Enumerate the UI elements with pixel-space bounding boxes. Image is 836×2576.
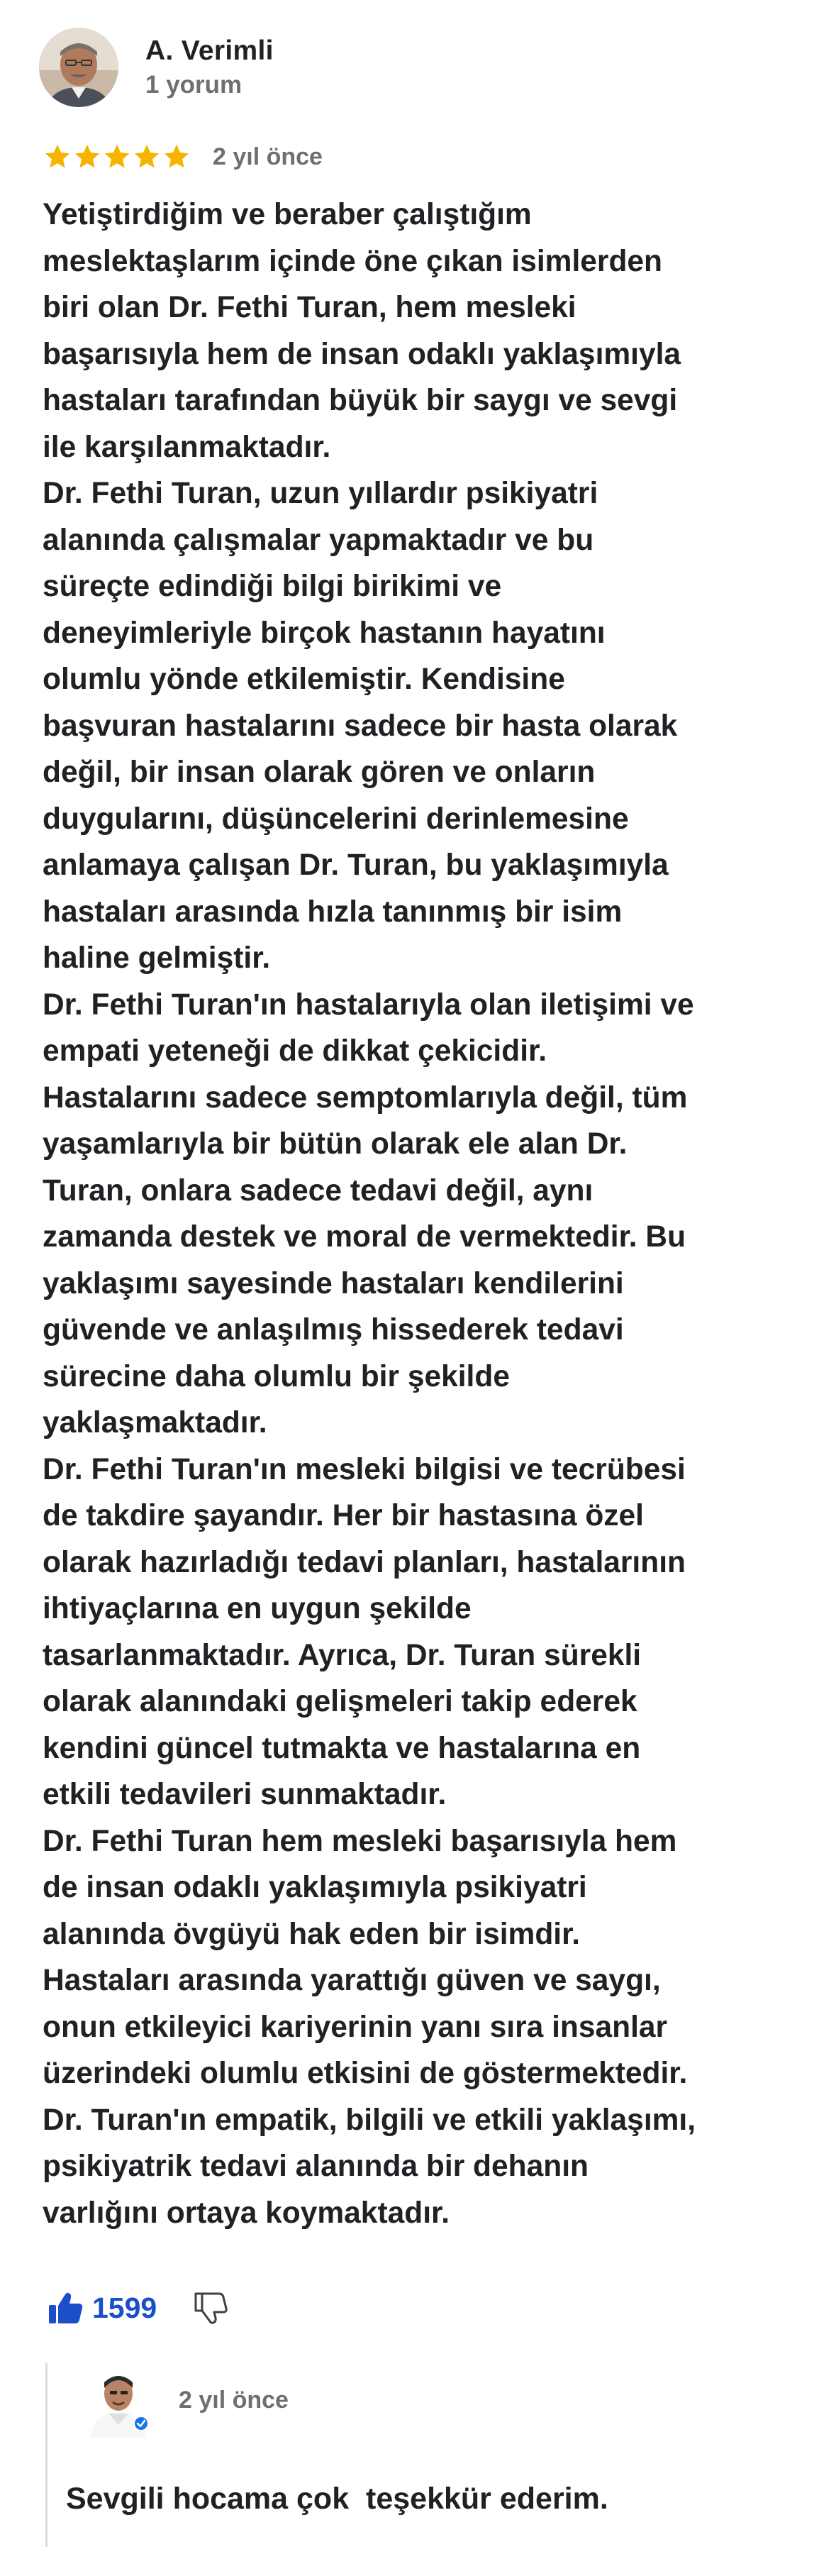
review-text-line: zamanda destek ve moral de vermektedir. Bu xyxy=(43,1220,686,1254)
author-review-count: 1 yorum xyxy=(145,71,243,99)
review-text-line: yaşamlarıyla bir bütün olarak ele alan Dr. xyxy=(43,1127,628,1161)
review-text-line: varlığını ortaya koymaktadır. xyxy=(43,2196,450,2230)
review-text-line: Dr. Fethi Turan'ın mesleki bilgisi ve tecrübesi xyxy=(43,1452,686,1486)
review-text-line: süreçte edindiği bilgi birikimi ve xyxy=(43,570,502,603)
reply-date: 2 yıl önce xyxy=(179,2387,289,2414)
dislike-button[interactable] xyxy=(194,2292,229,2324)
thumbs-up-icon xyxy=(48,2292,84,2324)
review-text-line: sürecine daha olumlu bir şekilde xyxy=(43,1359,510,1393)
review-text-line: Yetiştirdiğim ve beraber çalıştığım xyxy=(43,198,532,231)
review-text-line: ihtiyaçlarına en uygun şekilde xyxy=(43,1592,472,1625)
review-text-line: başarısıyla hem de insan odaklı yaklaşımıyla xyxy=(43,337,681,371)
review-text-line: de insan odaklı yaklaşımıyla psikiyatri xyxy=(43,1871,587,1904)
review-text-line: de takdire şayandır. Her bir hastasına özel xyxy=(43,1499,644,1532)
rating-row xyxy=(43,139,323,175)
review-text-line: Dr. Fethi Turan hem mesleki başarısıyla hem xyxy=(43,1824,677,1858)
review-text-line: ile karşılanmaktadır. xyxy=(43,430,331,464)
author-avatar[interactable] xyxy=(39,28,118,107)
review-text-line: Hastaları arasında yarattığı güven ve saygı, xyxy=(43,1964,661,1997)
review-text-line: Dr. Fethi Turan, uzun yıllardır psikiyatri xyxy=(43,477,598,510)
review-text-line: Hastalarını sadece semptomlarıyla değil, tüm xyxy=(43,1080,688,1115)
star-icon xyxy=(43,142,72,172)
review-text-line: anlamaya çalışan Dr. Turan, bu yaklaşımıyla xyxy=(43,848,669,882)
thumbs-down-icon xyxy=(194,2292,229,2324)
like-button[interactable] xyxy=(48,2292,157,2325)
review-text-line: hastaları tarafından büyük bir saygı ve sevgi xyxy=(43,384,678,417)
review-date: 2 yıl önce xyxy=(213,143,323,170)
review-text-line: biri olan Dr. Fethi Turan, hem mesleki xyxy=(43,291,576,324)
verified-badge-icon xyxy=(135,2417,147,2430)
review-text-line: güvende ve anlaşılmış hissederek tedavi xyxy=(43,1313,624,1347)
review-text-line: meslektaşlarım içinde öne çıkan isimlerden xyxy=(43,244,663,278)
owner-reply xyxy=(45,2362,813,2547)
review-text-line: değil, bir insan olarak gören ve onların xyxy=(43,756,596,789)
review-text-line: olumlu yönde etkilemiştir. Kendisine xyxy=(43,663,565,696)
author-name[interactable]: A. Verimli xyxy=(145,35,274,66)
review-text-line: onun etkileyici kariyerinin yanı sıra insanlar xyxy=(43,2010,668,2044)
star-icon xyxy=(162,142,191,172)
review-text-line: duygularını, düşüncelerini derinlemesine xyxy=(43,802,629,836)
review-text-line: Dr. Fethi Turan'ın hastalarıyla olan iletişimi ve xyxy=(43,988,694,1022)
review-text-line: olarak alanındaki gelişmeleri takip ederek xyxy=(43,1685,637,1718)
review-text-line: yaklaşımı sayesinde hastaları kendilerini xyxy=(43,1266,624,1300)
star-icon xyxy=(102,142,132,172)
review-text-line: etkili tedavileri sunmaktadır. xyxy=(43,1778,447,1811)
reply-text: Sevgili hocama çok teşekkür ederim. xyxy=(66,2482,608,2516)
review-text-line: haline gelmiştir. xyxy=(43,941,271,975)
review-actions xyxy=(48,2284,229,2331)
review-text-line: tasarlanmaktadır. Ayrıca, Dr. Turan sürekli xyxy=(43,1638,642,1672)
review-text-line: kendini güncel tutmakta ve hastalarına en xyxy=(43,1731,641,1765)
review-text-line: Dr. Turan'ın empatik, bilgili ve etkili yaklaşımı, xyxy=(43,2103,696,2137)
star-icon xyxy=(132,142,162,172)
review-text-line: Turan, onlara sadece tedavi değil, aynı xyxy=(43,1173,593,1207)
review-text xyxy=(43,192,808,2236)
author-info xyxy=(145,34,274,101)
review-text-line: empati yeteneği de dikkat çekicidir. xyxy=(43,1034,547,1068)
like-count: 1599 xyxy=(92,2291,157,2324)
review-text-line: üzerindeki olumlu etkisini de göstermektedir. xyxy=(43,2057,688,2090)
review-header xyxy=(39,28,274,106)
star-icon xyxy=(72,142,102,172)
review-text-line: psikiyatrik tedavi alanında bir dehanın xyxy=(43,2150,589,2183)
review-text-line: yaklaşmaktadır. xyxy=(43,1406,267,1439)
review-text-line: başvuran hastalarını sadece bir hasta olarak xyxy=(43,709,678,743)
review-text-line: olarak hazırladığı tedavi planları, hastalarının xyxy=(43,1545,686,1579)
review-text-line: hastaları arasında hızla tanınmış bir isim xyxy=(43,895,623,929)
star-rating xyxy=(43,142,191,172)
review-text-line: deneyimleriyle birçok hastanın hayatını xyxy=(43,616,606,650)
review-text-line: alanında çalışmalar yapmaktadır ve bu xyxy=(43,523,594,557)
reply-avatar[interactable] xyxy=(87,2367,158,2438)
review-text-line: alanında övgüyü hak eden bir isimdir. xyxy=(43,1917,581,1951)
